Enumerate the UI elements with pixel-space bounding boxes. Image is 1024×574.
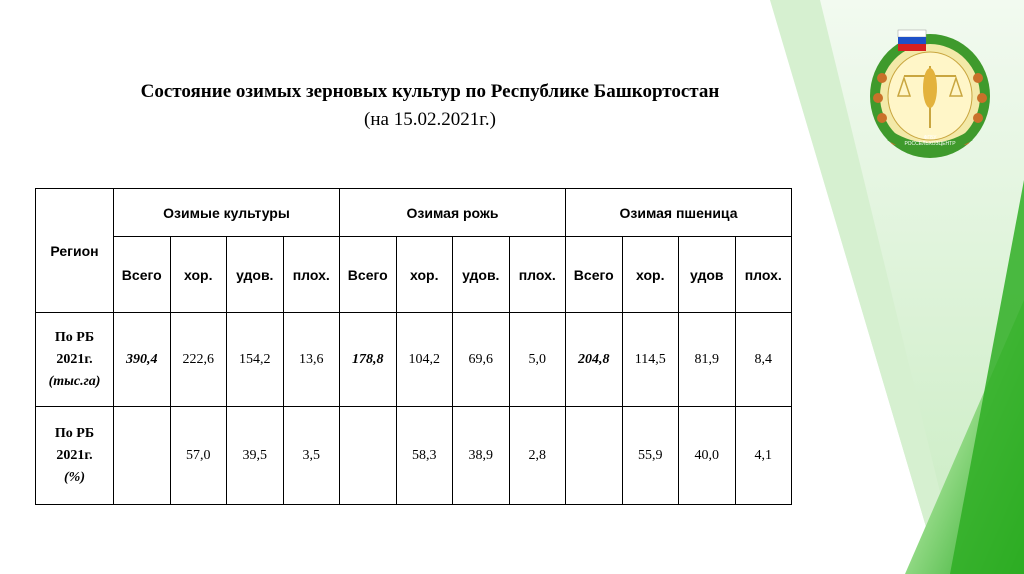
table-cell-total: 178,8: [340, 313, 397, 407]
table-cell: 4,1: [735, 407, 792, 505]
table-cell: 81,9: [679, 313, 736, 407]
slide-title: Состояние озимых зерновых культур по Республике Башкортостан: [140, 81, 720, 102]
row-label-line: По РБ: [54, 329, 95, 345]
table-cell: 58,3: [396, 407, 453, 505]
subheader-cell: хор.: [170, 237, 227, 313]
row-label-unit: (%): [64, 469, 85, 485]
subheader-cell: удов: [679, 237, 736, 313]
emblem-label: ФГБУ РОССЕЛЬХОЗЦЕНТР: [904, 135, 956, 147]
table-cell: 69,6: [453, 313, 510, 407]
table-row: [36, 407, 792, 505]
subheader-cell: Всего: [114, 237, 171, 313]
table-cell: 104,2: [396, 313, 453, 407]
subheader-cell: удов.: [227, 237, 284, 313]
subheader-cell: плох.: [283, 237, 340, 313]
table-cell-total: [566, 407, 623, 505]
table-cell: 55,9: [622, 407, 679, 505]
row-label-unit: (тыс.га): [48, 373, 101, 389]
table-cell: 57,0: [170, 407, 227, 505]
subheader-cell: плох.: [509, 237, 566, 313]
subheader-cell: Всего: [340, 237, 397, 313]
table-cell: 154,2: [227, 313, 284, 407]
slide-subtitle: (на 15.02.2021г.): [364, 109, 496, 130]
table-cell-total: 204,8: [566, 313, 623, 407]
group-header-winter-crops: Озимые культуры: [114, 189, 340, 237]
subheader-cell: хор.: [622, 237, 679, 313]
table-subheader-row: [36, 237, 792, 313]
subheader-cell: плох.: [735, 237, 792, 313]
table-cell-total: 390,4: [114, 313, 171, 407]
subheader-cell: Всего: [566, 237, 623, 313]
slide-title-block: [60, 78, 800, 134]
row-label: [36, 313, 114, 407]
row-label: [36, 407, 114, 505]
group-header-winter-rye: Озимая рожь: [340, 189, 566, 237]
table-cell-total: [114, 407, 171, 505]
subheader-cell: хор.: [396, 237, 453, 313]
table-cell: 2,8: [509, 407, 566, 505]
group-header-winter-wheat: Озимая пшеница: [566, 189, 792, 237]
row-label-line: По РБ: [54, 425, 95, 441]
table-cell: 3,5: [283, 407, 340, 505]
table-header-row: [36, 189, 792, 237]
row-label-line: 2021г.: [56, 447, 93, 463]
table-cell: 114,5: [622, 313, 679, 407]
table-row: [36, 313, 792, 407]
winter-crops-table: [35, 188, 792, 505]
table-cell-total: [340, 407, 397, 505]
table-cell: 222,6: [170, 313, 227, 407]
table-cell: 39,5: [227, 407, 284, 505]
row-label-line: 2021г.: [56, 351, 93, 367]
table-cell: 38,9: [453, 407, 510, 505]
table-cell: 8,4: [735, 313, 792, 407]
table-cell: 13,6: [283, 313, 340, 407]
table-cell: 5,0: [509, 313, 566, 407]
subheader-cell: удов.: [453, 237, 510, 313]
region-header: Регион: [36, 189, 114, 313]
table-cell: 40,0: [679, 407, 736, 505]
